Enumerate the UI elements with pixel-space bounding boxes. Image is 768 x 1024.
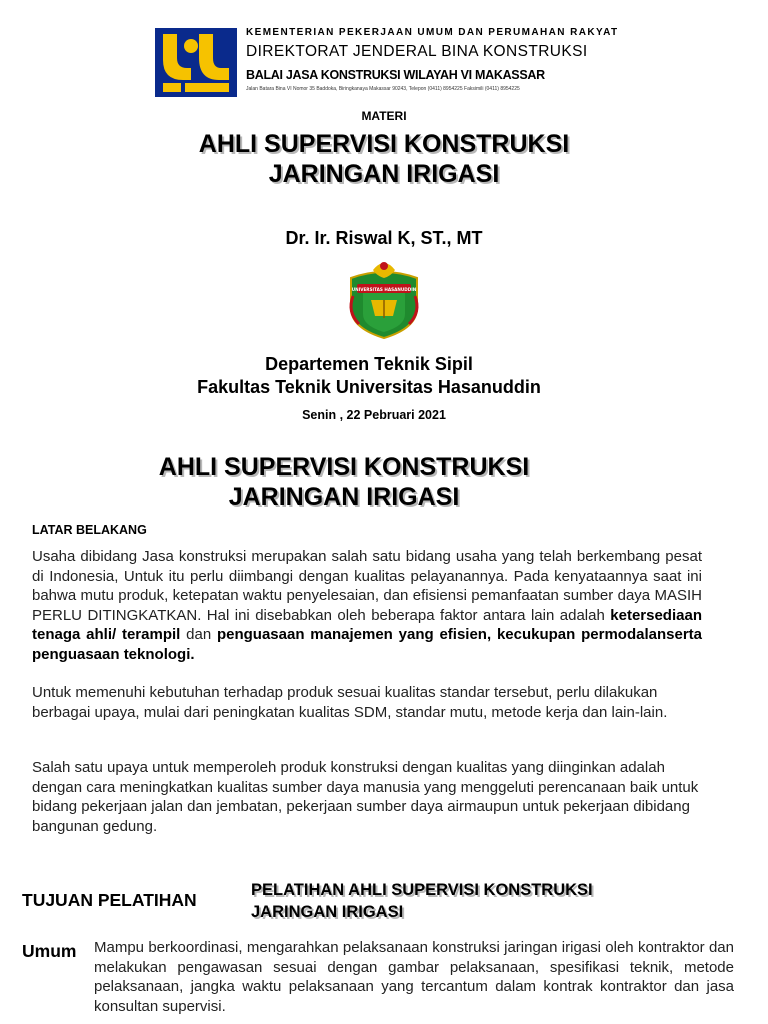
department: Departemen Teknik Sipil — [265, 354, 473, 374]
section-title — [0, 452, 728, 512]
pelatihan-title-line2: JARINGAN IRIGASI — [251, 903, 404, 921]
paragraph-1-and: dan — [180, 626, 217, 643]
cover-title — [0, 129, 768, 189]
address: Jalan Batara Bina VI Nomor 35 Baddoka, Biringkanaya Makassar 90243, Telepon (0411) 8954225 Faksimili (0411) 8954225 — [246, 86, 520, 92]
faculty: Fakultas Teknik Universitas Hasanuddin — [197, 377, 541, 397]
umum-label: Umum — [22, 941, 77, 961]
pu-ministry-logo — [155, 28, 237, 97]
section-title-line2: JARINGAN IRIGASI — [228, 483, 460, 511]
materi-label: MATERI — [361, 109, 407, 123]
author: Dr. Ir. Riswal K, ST., MT — [285, 228, 483, 248]
paragraph-3: Salah satu upaya untuk memperoleh produk konstruksi dengan kualitas yang diinginkan adalah dengan cara meningkatkan kualitas sumber daya manusia yang menggeluti perencanaan baik untuk bidang pekerjaan jalan dan jembatan, pekerjaan sumber daya airmaupun untuk pekerjaan dibidang bangunan gedung. — [32, 759, 699, 835]
balai-name: BALAI JASA KONSTRUKSI WILAYAH VI MAKASSAR — [246, 68, 545, 82]
directorate-name: DIREKTORAT JENDERAL BINA KONSTRUKSI — [246, 43, 588, 60]
paragraph-1-bold-1: ketersediaan tenaga ahli/ terampil — [32, 606, 702, 643]
tujuan-heading: TUJUAN PELATIHAN — [22, 890, 197, 910]
date: Senin , 22 Pebruari 2021 — [302, 408, 446, 422]
paragraph-1-text: Usaha dibidang Jasa konstruksi merupakan salah satu bidang usaha yang telah berkembang pesat di Indonesia, Untuk itu perlu diimbangi dengan kualitas pelayanannya. Pada kenyataannya saat ini bahwa mutu produk, ketepatan waktu penyelesaian, dan efisiensi pemanfaatan sumber daya MASIH PERLU DITINGKATKAN. Hal ini disebabkan oleh beberapa faktor antara lain adalah — [32, 548, 702, 624]
cover-title-line2: JARINGAN IRIGASI — [268, 160, 500, 188]
pelatihan-title — [251, 879, 593, 923]
paragraph-2: Untuk memenuhi kebutuhan terhadap produk sesuai kualitas standar tersebut, perlu dilakukan berbagai upaya, mulai dari peningkatan kualitas SDM, standar mutu, metode kerja dan lain-lain. — [32, 684, 668, 721]
latar-belakang-heading: LATAR BELAKANG — [32, 523, 147, 537]
paragraph-1-bold-2: penguasaan manajemen yang efisien, kecukupan permodalanserta penguasaan teknologi. — [32, 626, 702, 663]
university-crest-logo — [343, 256, 425, 340]
ministry-name: KEMENTERIAN PEKERJAAN UMUM DAN PERUMAHAN RAKYAT — [246, 27, 619, 38]
umum-text: Mampu berkoordinasi, mengarahkan pelaksanaan konstruksi jaringan irigasi oleh kontraktor dan melakukan pengawasan sesuai dengan gambar pelaksanaan, spesifikasi teknik, metode pelaksanaan, jangka waktu pelaksanaan yang tercantum dalam kontrak kontraktor dan jasa konsultan supervisi. — [94, 939, 734, 1015]
department-block — [0, 353, 753, 399]
cover-title-line1: AHLI SUPERVISI KONSTRUKSI — [198, 130, 570, 158]
crest-text: UNIVERSITAS HASANUDDIN — [351, 287, 417, 292]
paragraph-1 — [32, 547, 702, 664]
section-title-line1: AHLI SUPERVISI KONSTRUKSI — [158, 453, 530, 481]
pelatihan-title-line1: PELATIHAN AHLI SUPERVISI KONSTRUKSI — [251, 881, 593, 899]
